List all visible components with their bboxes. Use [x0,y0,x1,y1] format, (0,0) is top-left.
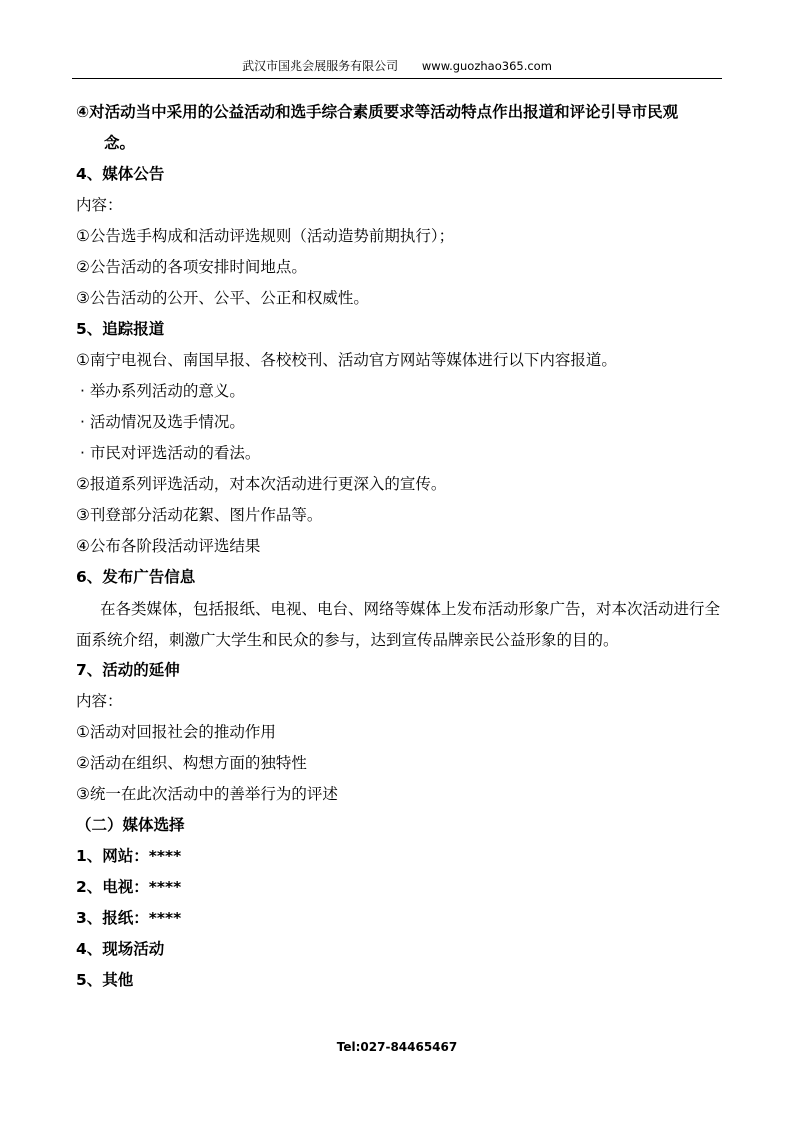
paragraph: 在各类媒体，包括报纸、电视、电台、网络等媒体上发布活动形象广告，对本次活动进行全面系统介绍，刺激广大学生和民众的参与，达到宣传品牌亲民公益形象的目的。 [76,600,721,649]
paragraph-line: 念。 [104,134,136,152]
list-item: ②活动在组织、构想方面的独特性 [76,754,307,772]
company-name: 武汉市国兆会展服务有限公司 [242,59,399,73]
section-heading: 6、发布广告信息 [76,568,196,586]
content-label: 内容： [76,692,123,710]
list-item: ①活动对回报社会的推动作用 [76,723,276,741]
list-item: ①南宁电视台、南国早报、各校校刊、活动官方网站等媒体进行以下内容报道。 [76,351,617,369]
list-item: ③刊登部分活动花絮、图片作品等。 [76,506,323,524]
bullet-item: · 活动情况及选手情况。 [80,413,245,431]
list-item: ②公告活动的各项安排时间地点。 [76,258,307,276]
page-header [72,58,722,79]
list-item: 2、电视：**** [76,878,182,896]
content-label: 内容： [76,196,123,214]
list-item: ②报道系列评选活动，对本次活动进行更深入的宣传。 [76,475,447,493]
list-item: 1、网站：**** [76,847,182,865]
list-item: ①公告选手构成和活动评选规则（活动造势前期执行）； [76,227,455,245]
section-heading: （二）媒体选择 [76,816,185,834]
section-heading: 5、追踪报道 [76,320,165,338]
list-item: ④公布各阶段活动评选结果 [76,537,261,555]
bullet-item: · 举办系列活动的意义。 [80,382,245,400]
page-footer [0,1040,794,1054]
list-item: ③统一在此次活动中的善举行为的评述 [76,785,338,803]
bullet-item: · 市民对评选活动的看法。 [80,444,261,462]
footer-tel: Tel:027-84465467 [336,1040,458,1054]
section-heading: 7、活动的延伸 [76,661,180,679]
list-item: 3、报纸：**** [76,909,182,927]
paragraph-line: ④对活动当中采用的公益活动和选手综合素质要求等活动特点作出报道和评论引导市民观 [76,103,679,121]
document-body [76,98,726,997]
company-url: www.guozhao365.com [421,59,552,73]
section-heading: 4、媒体公告 [76,165,165,183]
list-item: ③公告活动的公开、公平、公正和权威性。 [76,289,369,307]
list-item: 5、其他 [76,971,134,989]
list-item: 4、现场活动 [76,940,165,958]
